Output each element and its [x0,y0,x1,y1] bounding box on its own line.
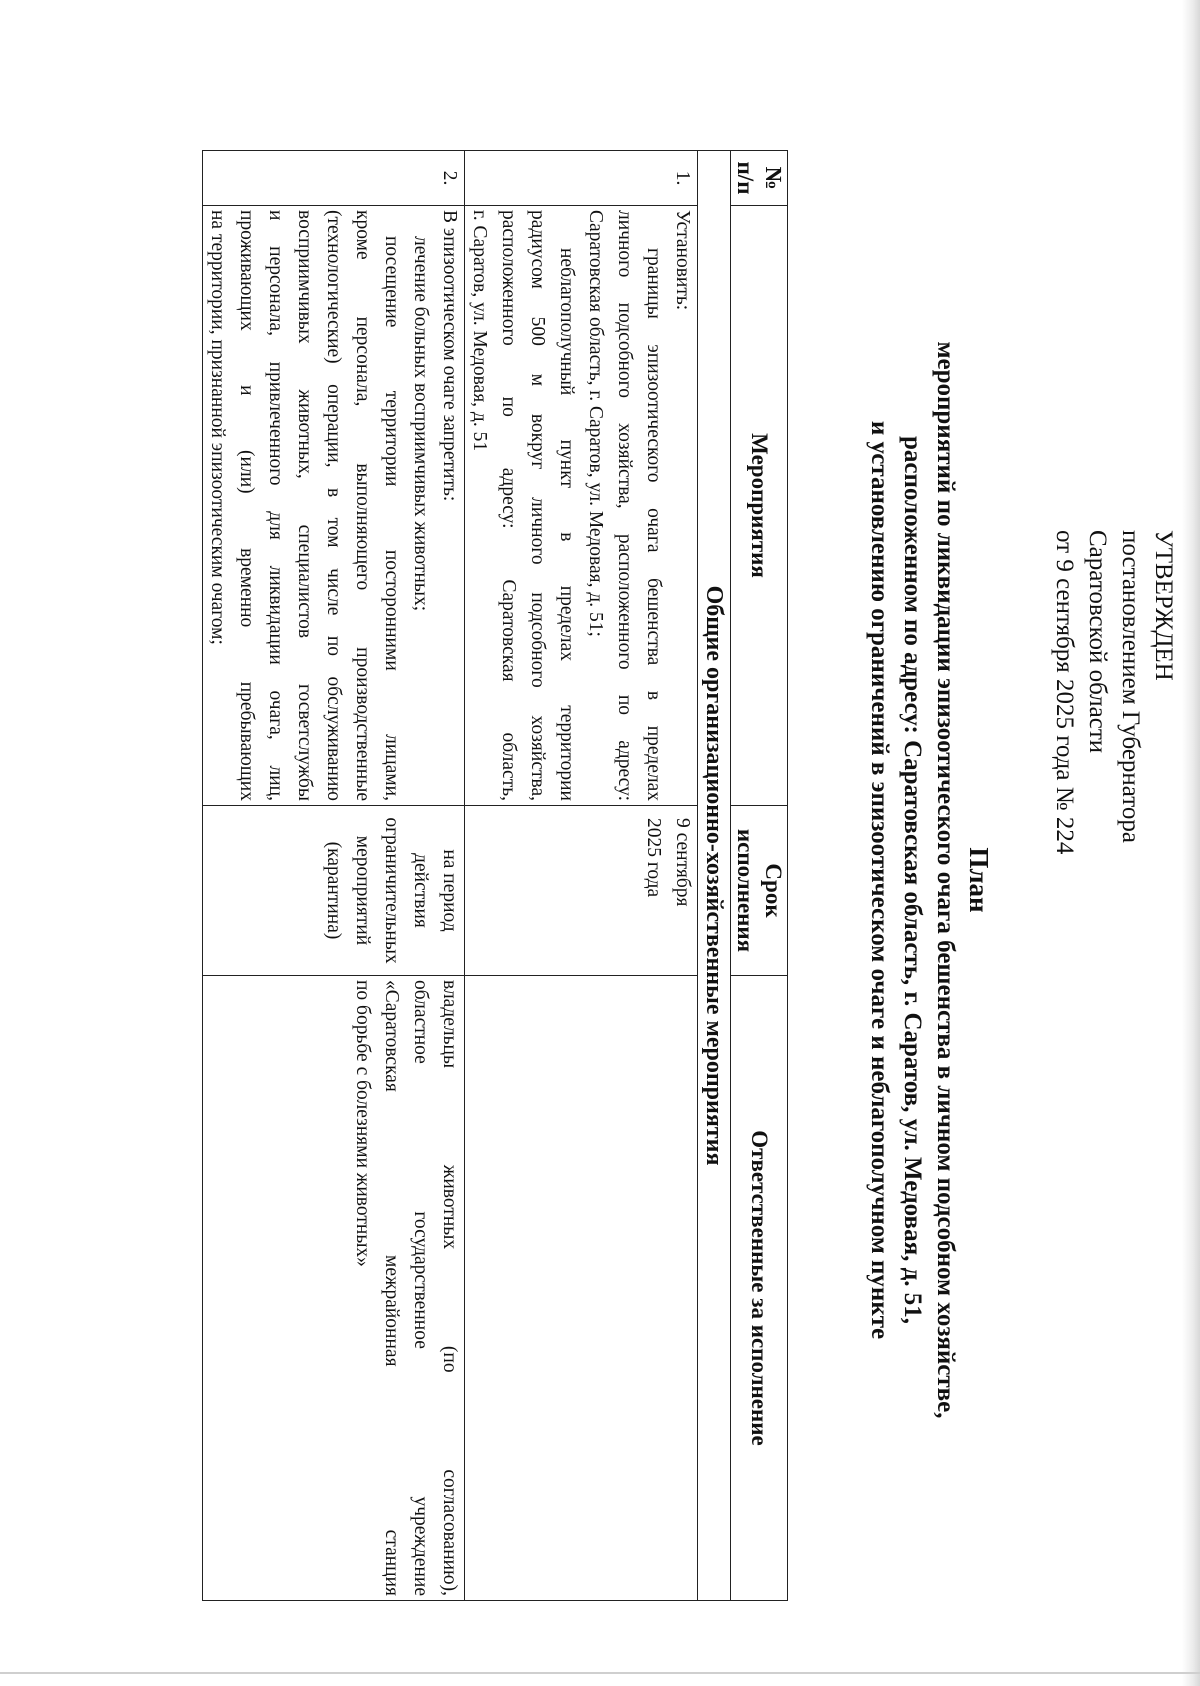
deadline-line: 9 сентября [672,818,693,907]
plan-table [202,150,788,1601]
measure-line: лечение больных восприимчивых животных; [410,236,431,612]
responsible-line: владельцы животных (по согласованию), [439,980,460,1596]
section-row [698,151,731,1601]
section-title: Общие организационно-хозяйственные мероприятия [698,151,731,1601]
row-deadline [203,806,465,976]
approval-line: постановлением Губернатора [1117,530,1144,843]
deadline-line: на период [439,849,460,932]
row-number: 2. [203,151,465,206]
responsible-line: «Саратовская межрайонная станция [381,980,402,1596]
header-responsible: Ответственные за исполнение [731,976,788,1601]
title-line: мероприятий по ликвидации эпизоотического очага бешенства в личном подсобном хозяйстве, [932,341,959,1419]
measure-line: личного подсобного хозяйства, расположенного по адресу: [614,210,635,801]
measure-line: и персонала, привлеченного для ликвидации очага, лиц, [265,210,286,801]
responsible-line: областное государственное учреждение [410,980,431,1596]
responsible-line: по борьбе с болезнями животных» [352,980,373,1267]
approval-line: Саратовской области [1084,530,1111,754]
measure-line: восприимчивых животных, специалистов госветслужбы [294,210,315,801]
measure-line: кроме персонала, выполняющего производственные [352,210,373,801]
header-measures: Мероприятия [731,206,788,806]
header-num-line: п/п [733,161,758,195]
row-measures [465,206,698,806]
rotated-document-page [207,150,1188,1610]
measure-line: Саратовская область, г. Саратов, ул. Медовая, д. 51; [585,210,606,637]
measure-line: проживающих и (или) временно пребывающих [236,210,257,801]
row-responsible [203,976,465,1601]
approval-line: УТВЕРЖДЕН [1150,530,1177,681]
table-row [465,151,698,1601]
measure-line: радиусом 500 м вокруг личного подсобного хозяйства, [527,210,548,801]
measure-line: неблагополучный пункт в пределах территории [556,248,577,801]
header-deadline [731,806,788,976]
header-deadline-line: исполнения [733,828,758,953]
measure-line: посещение территории посторонними лицами, [381,236,402,801]
measure-line: (технологические) операции, в том числе по обслуживанию [323,210,344,801]
row-deadline [465,806,698,976]
measure-line: границы эпизоотического очага бешенства в пределах [643,248,664,801]
measure-line: В эпизоотическом очаге запретить: [439,210,460,502]
table-row [203,151,465,1601]
measure-line: на территории, признанной эпизоотическим очагом; [207,210,228,645]
header-num [731,151,788,206]
table-header-row [731,151,788,1601]
header-num-line: № [761,166,786,190]
measure-line: г. Саратов, ул. Медовая, д. 51 [469,210,490,452]
document-title [863,150,996,1610]
title-line: и установлению ограничений в эпизоотическом очаге и неблагополучном пункте [866,420,893,1340]
measure-line: Установить: [672,210,693,311]
approval-line: от 9 сентября 2025 года № 224 [1051,530,1078,855]
deadline-line: мероприятий [352,835,373,946]
deadline-line: действия [410,853,431,928]
title-word: План [964,847,994,913]
deadline-line: 2025 года [643,818,664,898]
row-responsible [465,976,698,1601]
approval-stamp [1048,530,1180,1130]
deadline-line: ограничительных [381,817,402,964]
measure-line: расположенного по адресу: Саратовская область, [498,210,519,801]
header-deadline-line: Срок [761,863,786,918]
row-number: 1. [465,151,698,206]
deadline-line: (карантина) [323,841,344,940]
title-line: расположенном по адресу: Саратовская область, г. Саратов, ул. Медовая, д. 51, [899,435,926,1324]
scan-bottom-line [0,1672,1200,1674]
row-measures [203,206,465,806]
